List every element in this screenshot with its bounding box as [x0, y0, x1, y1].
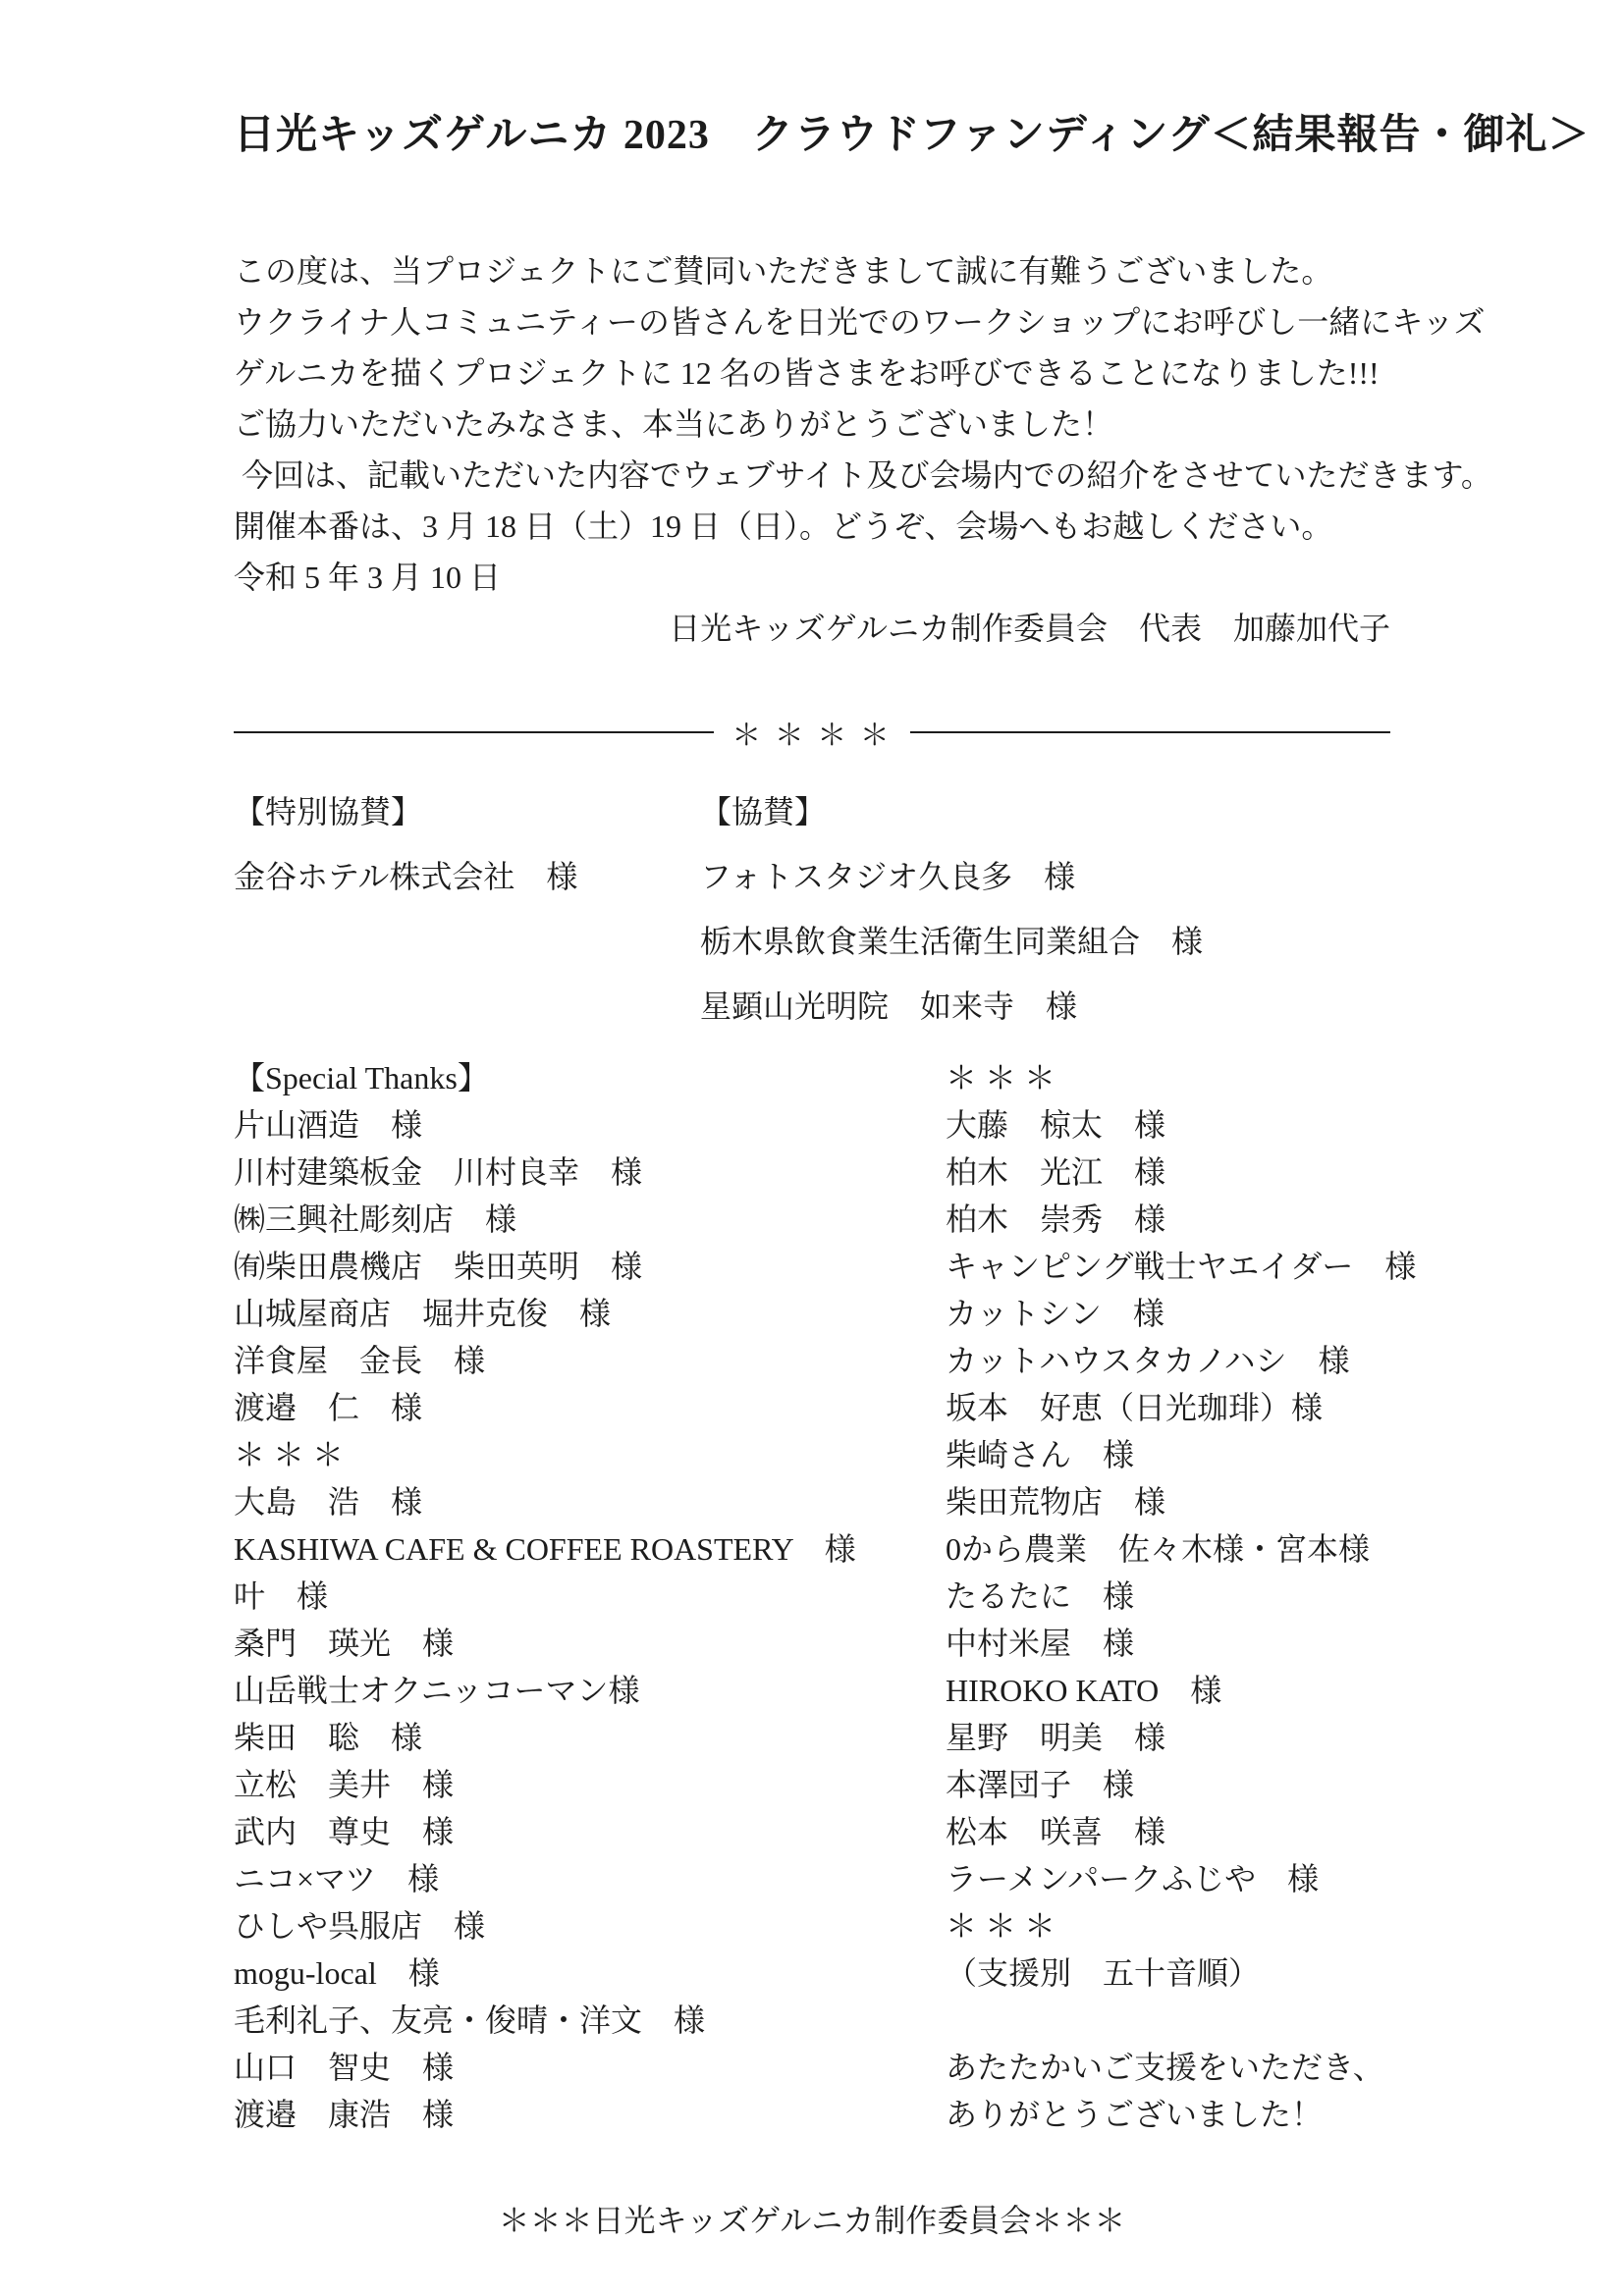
list-item: 渡邉 康浩 様	[234, 2097, 455, 2132]
regular-sponsor-header: 【協賛】	[700, 794, 827, 829]
special-sponsor-list	[234, 844, 700, 909]
list-item: 柴崎さん 様	[946, 1437, 1135, 1472]
list-item: 大藤 椋太 様	[946, 1107, 1166, 1143]
list-item: KASHIWA CAFE & COFFEE ROASTERY 様	[234, 1531, 856, 1567]
special-thanks-left-list	[234, 1101, 946, 2138]
page-title: 日光キッズゲルニカ 2023 クラウドファンディング＜結果報告・御礼＞	[234, 113, 1591, 158]
list-item: 毛利礼子、友亮・俊晴・洋文 様	[234, 2002, 706, 2038]
list-item: 武内 尊史 様	[234, 1814, 455, 1849]
list-item: 金谷ホテル株式会社 様	[234, 859, 578, 894]
list-item: 0から農業 佐々木様・宮本様	[946, 1531, 1371, 1567]
special-thanks-section	[234, 1054, 1417, 2138]
list-item: 洋食屋 金長 様	[234, 1343, 486, 1378]
list-item: ゲルニカを描くプロジェクトに 12 名の皆さまをお呼びできることになりました!!!	[234, 355, 1380, 391]
list-item: ウクライナ人コミュニティーの皆さんを日光でのワークショップにお呼びし一緒にキッズ	[234, 304, 1486, 340]
special-thanks-right-header: ＊ ＊ ＊	[946, 1060, 1056, 1095]
list-item: ＊ ＊ ＊	[234, 1437, 345, 1472]
special-sponsor-header: 【特別協賛】	[234, 794, 423, 829]
list-item: ㈱三興社彫刻店 様	[234, 1201, 517, 1237]
list-item: カットシン 様	[946, 1296, 1164, 1331]
list-item: 星顕山光明院 如来寺 様	[700, 988, 1078, 1024]
list-item: フォトスタジオ久良多 様	[700, 859, 1076, 894]
list-item: 令和 5 年 3 月 10 日	[234, 560, 502, 595]
list-item: 柏木 崇秀 様	[946, 1201, 1166, 1237]
signature-line: 日光キッズゲルニカ制作委員会 代表 加藤加代子	[669, 611, 1390, 646]
special-thanks-left-column	[234, 1054, 946, 2138]
list-item: 山岳戦士オクニッコーマン様	[234, 1673, 640, 1708]
list-item: 桑門 瑛光 様	[234, 1626, 455, 1661]
list-item: ひしや呉服店 様	[234, 1908, 486, 1944]
list-item: 柏木 光江 様	[946, 1154, 1166, 1190]
sponsors-section	[234, 779, 1390, 1039]
list-item: 中村米屋 様	[946, 1626, 1135, 1661]
footer-committee-line: ＊＊＊日光キッズゲルニカ制作委員会＊＊＊	[498, 2203, 1126, 2238]
list-item: 松本 咲喜 様	[946, 1814, 1166, 1849]
list-item: たるたに 様	[946, 1578, 1135, 1614]
list-item: 今回は、記載いただいた内容でウェブサイト及び会場内での紹介をさせていただきます。	[234, 457, 1492, 493]
list-item: ありがとうございました！	[946, 2097, 1324, 2132]
list-item: ＊ ＊ ＊	[946, 1908, 1056, 1944]
list-item: 星野 明美 様	[946, 1720, 1166, 1755]
list-item: 柴田 聡 様	[234, 1720, 423, 1755]
divider-rule-left	[234, 731, 714, 733]
divider-rule-right	[910, 731, 1390, 733]
list-item: カットハウスタカノハシ 様	[946, 1343, 1350, 1378]
special-sponsor-column	[234, 779, 700, 1039]
list-item: 坂本 好恵（日光珈琲）様	[946, 1390, 1324, 1425]
special-thanks-right-list	[946, 1101, 1466, 2138]
list-item: あたたかいご支援をいただき、	[946, 2050, 1384, 2085]
list-item: 叶 様	[234, 1578, 329, 1614]
list-item: 柴田荒物店 様	[946, 1484, 1166, 1520]
list-item: ニコ×マツ 様	[234, 1861, 440, 1896]
list-item: キャンピング戦士ヤエイダー 様	[946, 1249, 1417, 1284]
list-item: 本澤団子 様	[946, 1767, 1135, 1802]
list-item: 大島 浩 様	[234, 1484, 423, 1520]
special-thanks-right-column	[946, 1054, 1466, 2138]
divider-stars: ＊ ＊ ＊ ＊	[731, 720, 893, 752]
list-item: （支援別 五十音順）	[946, 1955, 1261, 1991]
list-item: ご協力いただいたみなさま、本当にありがとうございました！	[234, 406, 1114, 442]
list-item	[946, 1997, 1466, 2044]
list-item: 立松 美井 様	[234, 1767, 455, 1802]
list-item: 開催本番は、3 月 18 日（土）19 日（日）。どうぞ、会場へもお越しください。	[234, 508, 1333, 544]
list-item: 栃木県飲食業生活衛生同業組合 様	[700, 924, 1204, 959]
regular-sponsor-column	[700, 779, 1390, 1039]
special-thanks-header: 【Special Thanks】	[234, 1060, 489, 1095]
regular-sponsor-list	[700, 844, 1390, 1039]
list-item: mogu-local 様	[234, 1955, 440, 1991]
list-item: 山口 智史 様	[234, 2050, 455, 2085]
list-item: ㈲柴田農機店 柴田英明 様	[234, 1249, 643, 1284]
list-item: この度は、当プロジェクトにご賛同いただきまして誠に有難うございました。	[234, 253, 1333, 289]
body-paragraph	[234, 245, 1492, 603]
section-divider	[234, 711, 1390, 754]
list-item: 川村建築板金 川村良幸 様	[234, 1154, 643, 1190]
list-item: ラーメンパークふじや 様	[946, 1861, 1320, 1896]
list-item: 渡邉 仁 様	[234, 1390, 423, 1425]
list-item: HIROKO KATO 様	[946, 1673, 1222, 1708]
list-item: 山城屋商店 堀井克俊 様	[234, 1296, 612, 1331]
list-item: 片山酒造 様	[234, 1107, 423, 1143]
